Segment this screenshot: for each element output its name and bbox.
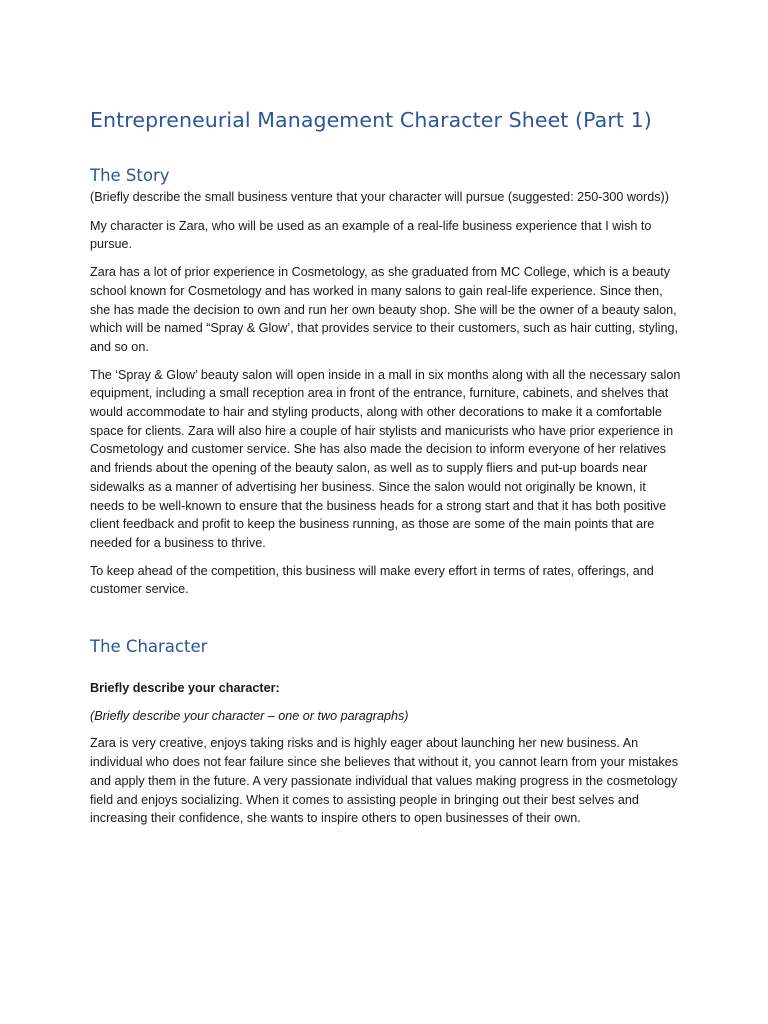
story-paragraph-1: My character is Zara, who will be used as an example of a real-life business experience that I wish to pursue. (90, 218, 652, 252)
document-page (90, 105, 682, 828)
character-label: Briefly describe your character: (90, 681, 280, 696)
story-paragraph-3: The ‘Spray & Glow’ beauty salon will open inside in a mall in six months along with all the necessary salon equipment, including a small reception area in front of the entrance, furniture, cabinets, and shelves that would accommodate to hair and styling products, along with other decorations to make it a comfortable space for clients. Zara will also hire a couple of hair stylists and manicurists who have prior experience in Cosmetology and customer service. She has also made the decision to inform everyone of her relatives and friends about the opening of the beauty salon, as well as to supply fliers and put-up boards near sidewalks as a manner of advertising her business. Since the salon would not originally be known, it needs to be well-known to ensure that the business heads for a strong start and that it has both positive client feedback and profit to keep the business running, as those are some of the main points that are needed for a business to thrive. (90, 367, 681, 550)
character-heading: The Character (90, 637, 208, 657)
story-paragraph-2: Zara has a lot of prior experience in Cosmetology, as she graduated from MC College, which is a beauty school known for Cosmetology and has worked in many salons to gain real-life experience. Since then, she has made the decision to own and run her own beauty shop. She will be the owner of a beauty salon, which will be named “Spray & Glow’, that provides service to their customers, such as hair cutting, styling, and so on. (90, 265, 678, 354)
story-paragraph-4: To keep ahead of the competition, this business will make every effort in terms of rates, offerings, and customer service. (90, 563, 654, 597)
document-title: Entrepreneurial Management Character Sheet (Part 1) (90, 108, 652, 132)
character-prompt: (Briefly describe your character – one or two paragraphs) (90, 708, 409, 723)
character-paragraph: Zara is very creative, enjoys taking risks and is highly eager about launching her new business. An individual who does not fear failure since she believes that without it, you cannot learn from your mistakes and apply them in the future. A very passionate individual that values making progress in the cosmetology field and enjoys socializing. When it comes to assisting people in bringing out their best selves and increasing their confidence, she wants to inspire others to open businesses of their own. (90, 736, 679, 826)
story-prompt: (Briefly describe the small business venture that your character will pursue (suggested: 250-300 words)) (90, 190, 669, 204)
story-heading: The Story (90, 166, 170, 185)
